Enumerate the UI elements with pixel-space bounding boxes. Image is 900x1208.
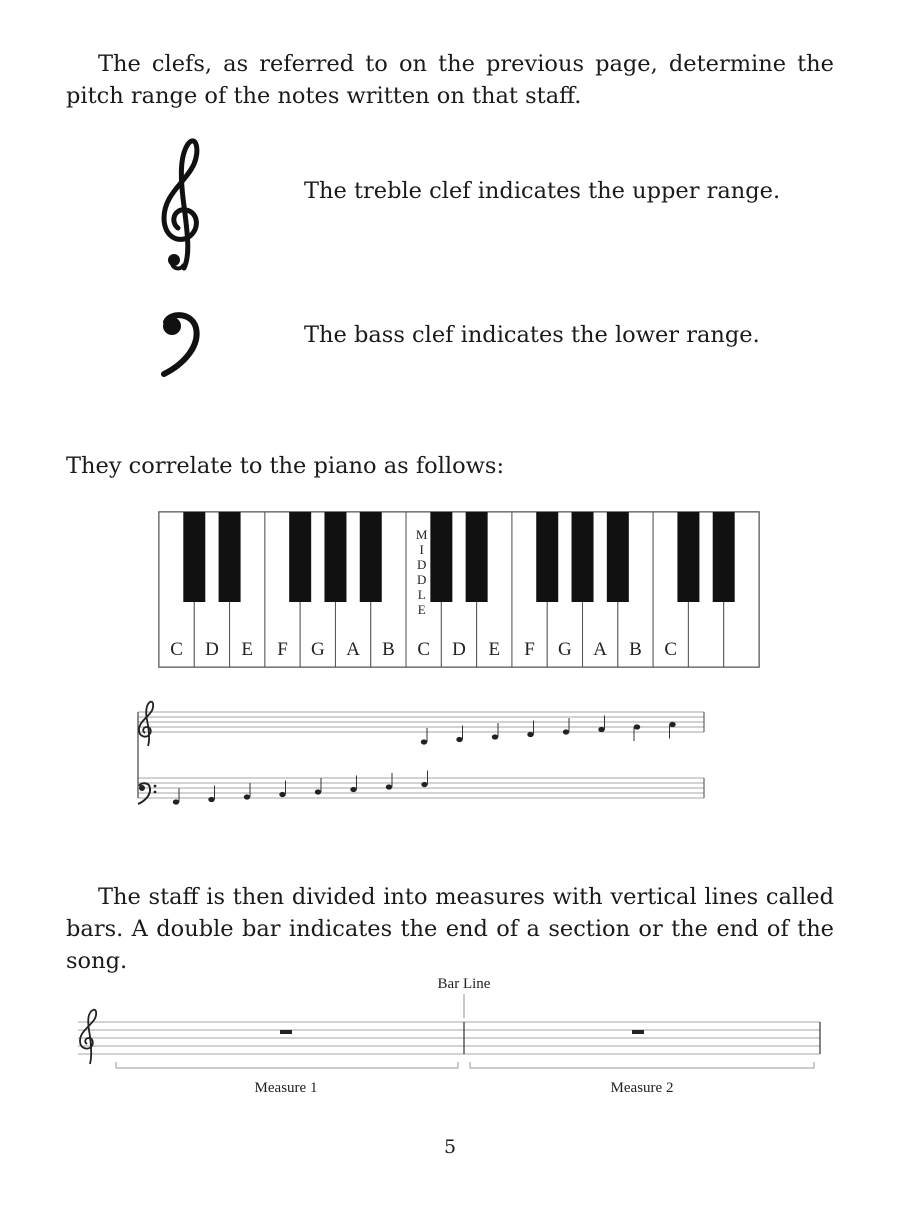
white-key-label: G: [310, 639, 325, 660]
grand-staff-diagram: [134, 700, 714, 820]
measure-1-label: Measure 1: [254, 1080, 318, 1096]
intro-paragraph: [66, 48, 834, 112]
treble-clef-icon: [150, 136, 214, 272]
white-key-label: F: [524, 639, 535, 660]
treble-note: [492, 734, 498, 739]
white-key-label: C: [170, 639, 183, 660]
black-key: [536, 512, 558, 602]
black-key: [289, 512, 311, 602]
white-key-label: E: [488, 639, 501, 660]
white-key-label: D: [205, 639, 219, 660]
white-key-label: E: [241, 639, 254, 660]
middle-c-label-letter: E: [417, 602, 426, 617]
measure-2-bracket: [470, 1062, 814, 1068]
bass-note: [279, 792, 285, 797]
middle-c-label-letter: D: [417, 572, 427, 587]
bass-note: [421, 782, 427, 787]
bass-clef-icon: [158, 312, 206, 378]
white-key-label: A: [593, 639, 608, 660]
white-key-label: B: [382, 639, 395, 660]
black-key: [572, 512, 594, 602]
bass-clef-text: The bass clef indicates the lower range.: [304, 322, 760, 348]
treble-note: [634, 724, 640, 729]
white-key-label: G: [558, 639, 572, 660]
bass-note: [244, 794, 250, 799]
white-key-label: F: [277, 639, 288, 660]
measure-diagram: [74, 972, 834, 1102]
measure-1-bracket: [116, 1062, 458, 1068]
bass-note: [350, 787, 356, 792]
treble-note: [598, 727, 604, 732]
black-key: [607, 512, 629, 602]
black-key: [677, 512, 699, 602]
measure-treble-clef-icon: [80, 1010, 96, 1064]
small-treble-clef-icon: [139, 702, 153, 746]
small-bass-clef-icon: [138, 783, 156, 804]
white-key-label: C: [417, 639, 431, 660]
piano-intro: They correlate to the piano as follows:: [66, 453, 505, 479]
whole-rest-measure-1: [280, 1030, 292, 1034]
middle-c-label-letter: L: [417, 587, 426, 602]
bass-note: [173, 799, 179, 804]
middle-c-label-letter: M: [415, 527, 428, 542]
white-key-label: C: [664, 639, 678, 660]
bar-line-label: Bar Line: [437, 976, 491, 992]
measures-paragraph: [66, 881, 834, 977]
middle-c-label-letter: D: [417, 557, 427, 572]
treble-note: [563, 729, 569, 734]
bass-note: [386, 784, 392, 789]
page-number: 5: [443, 1136, 457, 1158]
measure-2-label: Measure 2: [610, 1080, 674, 1096]
treble-note: [421, 739, 427, 744]
black-key: [430, 512, 452, 602]
middle-c-label-letter: I: [419, 542, 424, 557]
intro-paragraph-text: The clefs, as referred to on the previous page, determine the pitch range of the notes written on that staff.: [66, 51, 834, 109]
bass-note: [208, 797, 214, 802]
bass-note: [315, 789, 321, 794]
black-key: [466, 512, 488, 602]
black-key: [713, 512, 735, 602]
treble-note: [456, 737, 462, 742]
whole-rest-measure-2: [632, 1030, 644, 1034]
black-key: [324, 512, 346, 602]
treble-note: [527, 732, 533, 737]
white-key-label: A: [346, 639, 360, 660]
treble-note: [669, 722, 675, 727]
treble-clef-text: The treble clef indicates the upper range.: [304, 178, 781, 204]
white-key-label: D: [452, 639, 466, 660]
measures-paragraph-text: The staff is then divided into measures with vertical lines called bars. A double bar indicates the end of a section or the end of the song.: [66, 884, 834, 974]
black-key: [360, 512, 382, 602]
black-key: [219, 512, 241, 602]
piano-keyboard: [158, 511, 762, 671]
black-key: [183, 512, 205, 602]
white-key-label: B: [629, 639, 642, 660]
